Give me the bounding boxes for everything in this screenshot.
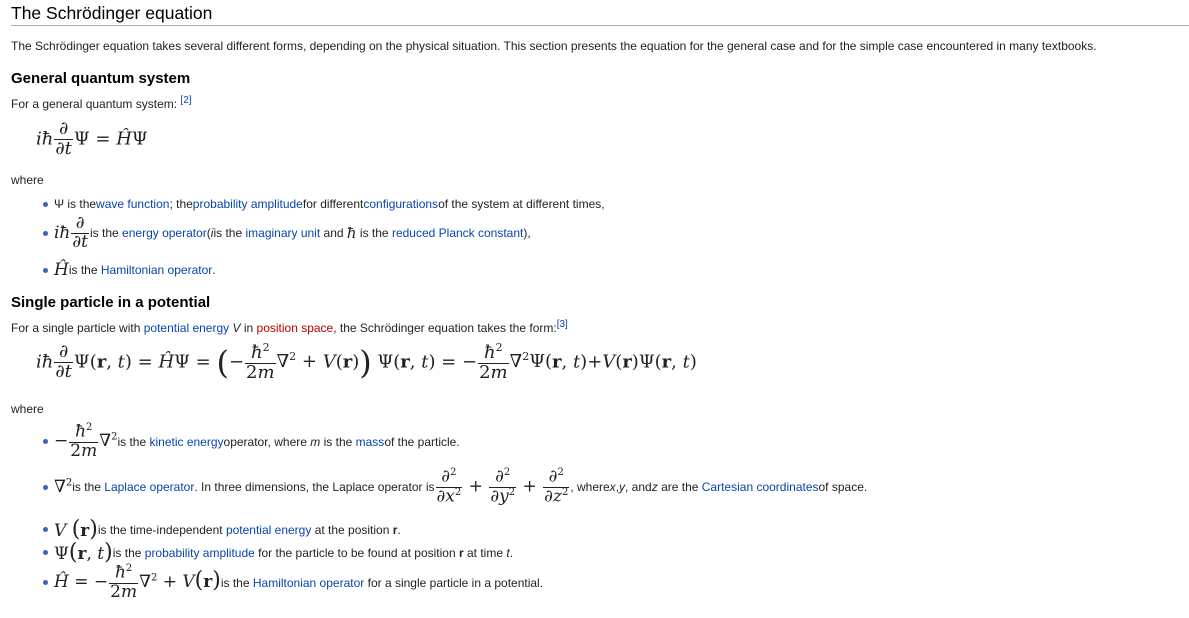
- link-kinetic-energy[interactable]: kinetic energy: [149, 434, 224, 449]
- link-position-space[interactable]: position space: [256, 321, 334, 335]
- list-item-single-hamiltonian: Ĥ = − $\frac{ħ^2}{2m}$ ∇$^2$ + V(r) is the Hamiltonian operator for a single particle in a potential.: [43, 564, 543, 601]
- link-probability-amplitude-2[interactable]: probability amplitude: [144, 545, 255, 560]
- formula-single-hamiltonian: Ĥ = − $\frac{ħ^2}{2m}$ ∇$^2$ + V(r): [54, 562, 221, 602]
- bullet-icon: [43, 485, 48, 490]
- formula-laplace-3d: $\frac{\partial^2}{\partial x^2}$ + $\frac{\partial^2}{\partial y^2}$ + $\frac{\partial^2}{\partial z^2}$: [436, 466, 569, 507]
- general-where: where: [11, 173, 44, 187]
- bullet-icon: [43, 580, 48, 585]
- general-equation: iħ $\frac{\partial}{\partial t}$ Ψ = ĤΨ: [36, 118, 148, 159]
- bullet-icon: [43, 231, 48, 236]
- formula-wavefunction: Ψ(r, t): [54, 540, 113, 565]
- link-hamiltonian-operator-2[interactable]: Hamiltonian operator: [252, 575, 365, 590]
- single-where: where: [11, 402, 44, 416]
- link-configurations[interactable]: configurations: [363, 197, 439, 211]
- general-lead: [11, 97, 192, 111]
- link-probability-amplitude[interactable]: probability amplitude: [192, 197, 303, 211]
- link-imaginary-unit[interactable]: imaginary unit: [245, 226, 321, 241]
- bullet-icon: [43, 268, 48, 273]
- bullet-icon: [43, 202, 48, 207]
- list-item-energy-operator: iħ $\frac{\partial}{\partial t}$ is the energy operator ( i is the imaginary unit and ħ is the reduced Planck constant ),: [43, 215, 531, 252]
- single-section-title: Single particle in a potential: [11, 294, 211, 311]
- page-heading: The Schrödinger equation: [11, 3, 1189, 26]
- list-item-laplace-operator: ∇$^2$ is the Laplace operator . In three dimensions, the Laplace operator is $\frac{\partial^2}{\partial x^2}$ + $\frac{\partial^2}{\partial y^2}$ + $\frac{\partial^2}{\partial z^2}$ , where x , y , and z are the Cartesian coordinates of space.: [43, 468, 867, 506]
- citation-3-link[interactable]: [3]: [556, 319, 568, 330]
- list-item-probability-amplitude: Ψ(r, t) is the probability amplitude for the particle to be found at position r at time t .: [43, 540, 513, 565]
- link-hamiltonian-operator[interactable]: Hamiltonian operator: [100, 263, 213, 277]
- formula-energy-operator: iħ $\frac{\partial}{\partial t}$: [54, 213, 89, 252]
- bullet-icon: [43, 527, 48, 532]
- formula-laplacian: ∇$^2$: [54, 477, 73, 497]
- general-section-title: General quantum system: [11, 70, 191, 87]
- link-mass[interactable]: mass: [355, 434, 385, 449]
- intro-paragraph: The Schrödinger equation takes several different forms, depending on the physical situation. This section presents the equation for the general case and for the simple case encountered in many textbooks.: [11, 39, 1097, 53]
- formula-hamiltonian: Ĥ: [54, 260, 69, 280]
- formula-potential: V (r): [54, 517, 98, 542]
- bullet-icon: [43, 550, 48, 555]
- link-reduced-planck-constant[interactable]: reduced Planck constant: [391, 226, 524, 241]
- link-energy-operator[interactable]: energy operator: [122, 226, 207, 241]
- single-lead: For a single particle with potential energy V in position space, the Schrödinger equation takes the form:[3]: [11, 319, 568, 335]
- link-wave-function[interactable]: wave function: [96, 197, 170, 211]
- list-item-kinetic-energy: − $\frac{ħ^2}{2m}$ ∇$^2$ is the kinetic energy operator, where m is the mass of the particle.: [43, 423, 460, 460]
- citation-2-link[interactable]: [2]: [180, 95, 192, 106]
- single-equation: iħ $\frac{\partial}{\partial t}$ Ψ(r, t) = ĤΨ = (− $\frac{ħ^2}{2m}$ ∇$^2$ + V(r)) Ψ(r, t) = − $\frac{ħ^2}{2m}$ ∇$^2$Ψ(r, t)+V(r)Ψ(r, t): [36, 341, 697, 383]
- bullet-icon: [43, 439, 48, 444]
- list-item-wave-function: Ψ is the wave function ; the probability amplitude for different configurations of the system at different times,: [43, 197, 605, 211]
- formula-kinetic: − $\frac{ħ^2}{2m}$ ∇$^2$: [54, 421, 118, 461]
- link-cartesian-coordinates[interactable]: Cartesian coordinates: [701, 480, 819, 494]
- list-item-hamiltonian: Ĥ is the Hamiltonian operator .: [43, 260, 216, 280]
- link-laplace-operator[interactable]: Laplace operator: [104, 480, 195, 494]
- general-lead-text: For a general quantum system:: [11, 97, 181, 111]
- link-potential-energy-2[interactable]: potential energy: [225, 522, 312, 537]
- link-potential-energy[interactable]: potential energy: [143, 321, 230, 335]
- list-item-potential-energy: V (r) is the time-independent potential energy at the position r .: [43, 517, 401, 542]
